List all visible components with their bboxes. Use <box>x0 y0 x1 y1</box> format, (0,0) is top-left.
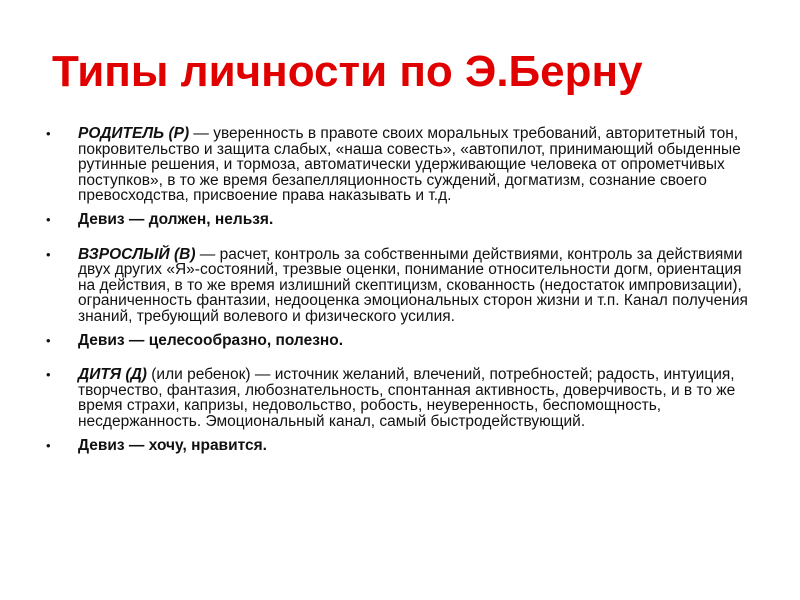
bullet-item-motto-child <box>46 438 758 454</box>
description-adult: — расчет, контроль за собственными действиями, контроль за действиями двух других «Я»-состояний, трезвые оценки, понимание относительности догм, ориентация на действия, в то же время излишний скептицизм, скованность (недостаток импровизации), ограниченность фантазии, недооценка эмоциональных сторон жизни и т.п. Канал получения знаний, требующий волевого и физического усилия. <box>78 245 748 325</box>
description-parent: — уверенность в правоте своих моральных требований, авторитетный тон, покровительство и защита слабых, «наша совесть», «автопилот, принимающий обыденные рутинные решения, и тормоза, автоматически удерживающие человека от опрометчивых поступков», в то же время безапелляционность суждений, догматизм, сознание своего превосходства, присвоение права наказывать и т.д. <box>78 125 741 205</box>
motto-child: Девиз — хочу, нравится. <box>78 436 267 454</box>
bullet-item-parent <box>46 126 758 204</box>
bullet-icon: • <box>46 211 51 227</box>
bullet-icon: • <box>46 367 51 383</box>
bullet-item-child <box>46 367 758 429</box>
term-child: ДИТЯ (Д) <box>78 366 147 384</box>
bullet-item-motto-parent <box>46 212 758 228</box>
bullet-list <box>46 126 758 453</box>
motto-parent: Девиз — должен, нельзя. <box>78 210 274 228</box>
bullet-icon: • <box>46 246 51 262</box>
bullet-icon: • <box>46 437 51 453</box>
bullet-item-motto-adult <box>46 333 758 349</box>
slide-title: Типы личности по Э.Берну <box>52 47 643 96</box>
bullet-item-adult <box>46 247 758 325</box>
bullet-icon: • <box>46 332 51 348</box>
term-adult: ВЗРОСЛЫЙ (В) <box>78 245 196 263</box>
bullet-icon: • <box>46 126 51 141</box>
description-child: (или ребенок) — источник желаний, влечений, потребностей; радость, интуиция, творчество, фантазия, любознательность, спонтанная активность, доверчивость, и в то же время страхи, капризы, недовольство, робость, неуверенность, беспомощность, несдержанность. Эмоциональный канал, самый быстродействующий. <box>78 366 736 430</box>
term-parent: РОДИТЕЛЬ (Р) <box>78 125 190 142</box>
motto-adult: Девиз — целесообразно, полезно. <box>78 331 344 349</box>
